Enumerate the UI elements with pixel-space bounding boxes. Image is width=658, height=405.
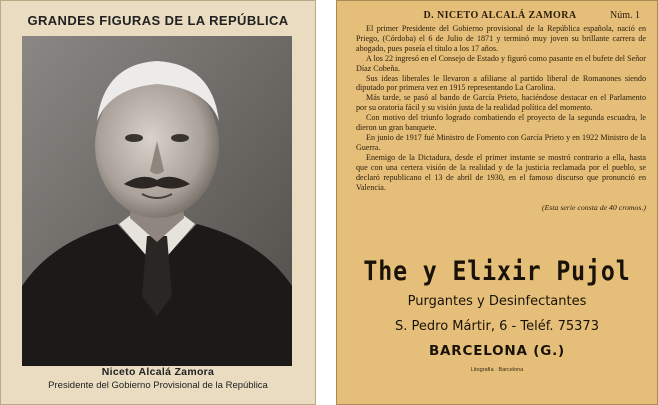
portrait-photo (22, 36, 292, 366)
brand-address: S. Pedro Mártir, 6 - Teléf. 75373 (395, 319, 599, 334)
bio-paragraph: En junio de 1917 fué Ministro de Fomento con García Prieto y en 1922 Ministro de la Guerra. (356, 132, 646, 152)
printer-mark: Litografía · Barcelona (470, 367, 524, 373)
brand-city: BARCELONA (G.) (428, 343, 566, 359)
bio-heading: D. NICETO ALCALÁ ZAMORA (423, 10, 577, 21)
series-title: GRANDES FIGURAS DE LA REPÚBLICA (27, 13, 289, 28)
bio-paragraph: El primer Presidente del Gobierno provisional de la República española, nació en Priego, (Córdoba) el 6 de Julio de 1871 y terminó muy joven su brillante carrera de abogado, pues poseía el título a los 17 años. (356, 24, 646, 53)
brand-name: The y Elixir Pujol (363, 256, 631, 287)
bio-paragraph: Más tarde, se pasó al bando de García Prieto, haciéndose destacar en el Parlamento por su oratoria fácil y su visión justa de la realidad política del momento. (356, 93, 646, 113)
series-note: (Esta serie consta de 40 cromos.) (541, 203, 646, 212)
bio-paragraph: A los 22 ingresó en el Consejo de Estado y figuró como pasante en el bufete del Señor Díaz Cobeña. (356, 53, 646, 73)
caption-name: Niceto Alcalá Zamora (101, 366, 215, 378)
brand-tagline: Purgantes y Desinfectantes (407, 294, 587, 309)
caption-role: Presidente del Gobierno Provisional de la República (48, 380, 268, 391)
card-number: Núm. 1 (610, 10, 640, 21)
bio-paragraph: Sus ideas liberales le llevaron a afiliarse al partido liberal de Romanones siendo diputado por primera vez en 1915 representando La Carolina. (356, 73, 646, 93)
back-header (354, 10, 646, 24)
biography-text (356, 24, 646, 192)
bio-paragraph: Con motivo del triunfo logrado combatiendo el proyecto de la segunda escuadra, le dieron un gran banquete. (356, 113, 646, 133)
bio-paragraph: Enemigo de la Dictadura, desde el primer instante se mostró contrario a ella, hasta que con una certera visión de la realidad y de la justicia reclamada por el pueblo, se declaró republicano el 13 de abril de 1930, en el famoso discurso que pronunció en Valencia. (356, 152, 646, 192)
